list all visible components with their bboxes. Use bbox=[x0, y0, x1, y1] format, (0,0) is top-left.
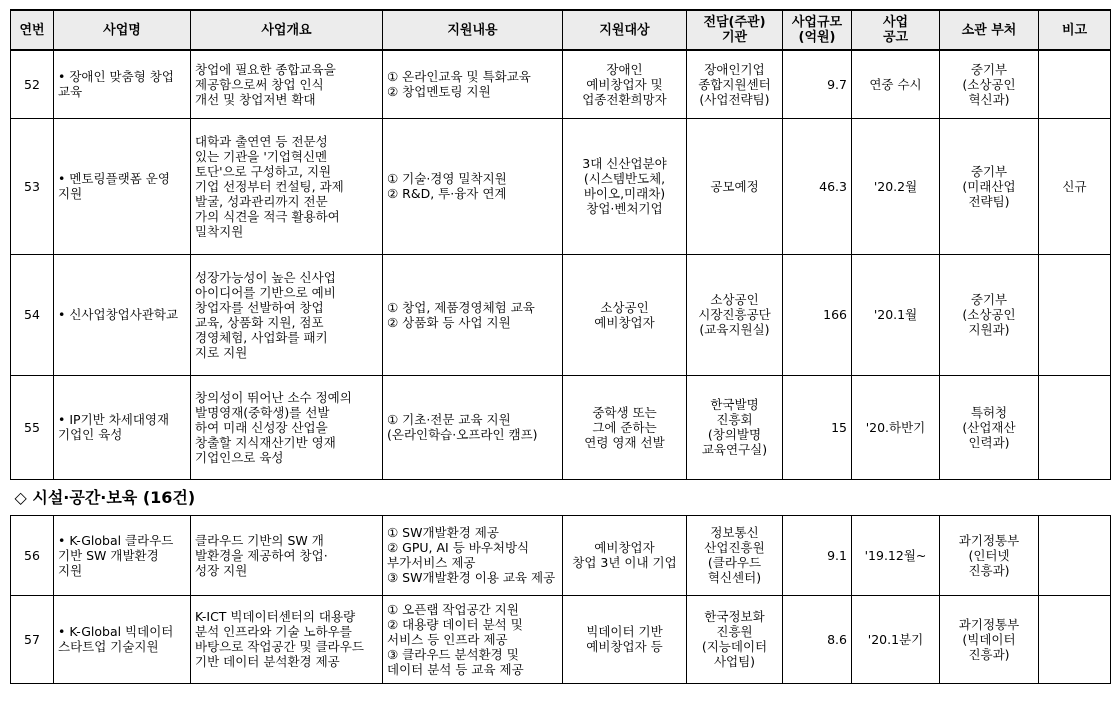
row-overview: 성장가능성이 높은 신사업 아이디어를 기반으로 예비 창업자를 선발하여 창업 교육, 상품화 지원, 점포 경영체험, 사업화를 패키 지로 지원 bbox=[191, 254, 383, 375]
row-note bbox=[1039, 595, 1111, 683]
row-announce: '19.12월~ bbox=[852, 515, 940, 595]
row-support: ① SW개발환경 제공 ② GPU, AI 등 바우처방식 부가서비스 제공 ③ SW개발환경 이용 교육 제공 bbox=[383, 515, 563, 595]
row-budget: 166 bbox=[783, 254, 852, 375]
row-announce: 연중 수시 bbox=[852, 50, 940, 118]
header-name: 사업명 bbox=[54, 10, 191, 50]
row-budget: 46.3 bbox=[783, 118, 852, 254]
header-budget: 사업규모 (억원) bbox=[783, 10, 852, 50]
row-overview: K-ICT 빅데이터센터의 대용량 분석 인프라와 기술 노하우를 바탕으로 작업공간 및 클라우드 기반 데이터 분석환경 제공 bbox=[191, 595, 383, 683]
row-support: ① 기술·경영 밀착지원 ② R&D, 투·융자 연계 bbox=[383, 118, 563, 254]
header-announce: 사업 공고 bbox=[852, 10, 940, 50]
section-row bbox=[11, 479, 1111, 515]
row-agency: 한국정보화 진흥원 (지능데이터 사업팀) bbox=[687, 595, 783, 683]
row-no: 52 bbox=[11, 50, 54, 118]
row-support: ① 기초·전문 교육 지원 (온라인학습·오프라인 캠프) bbox=[383, 375, 563, 479]
row-ministry: 중기부 (미래산업 전략팀) bbox=[940, 118, 1039, 254]
row-note bbox=[1039, 254, 1111, 375]
row-target: 3대 신산업분야 (시스템반도체, 바이오,미래차) 창업·벤처기업 bbox=[563, 118, 687, 254]
row-name: • K-Global 빅데이터 스타트업 기술지원 bbox=[54, 595, 191, 683]
header-note: 비고 bbox=[1039, 10, 1111, 50]
row-budget: 15 bbox=[783, 375, 852, 479]
row-agency: 공모예정 bbox=[687, 118, 783, 254]
header-row bbox=[11, 10, 1111, 50]
row-note: 신규 bbox=[1039, 118, 1111, 254]
row-support: ① 온라인교육 및 특화교육 ② 창업멘토링 지원 bbox=[383, 50, 563, 118]
row-no: 55 bbox=[11, 375, 54, 479]
row-agency: 정보통신 산업진흥원 (클라우드 혁신센터) bbox=[687, 515, 783, 595]
row-no: 57 bbox=[11, 595, 54, 683]
row-budget: 9.7 bbox=[783, 50, 852, 118]
row-budget: 9.1 bbox=[783, 515, 852, 595]
row-ministry: 중기부 (소상공인 혁신과) bbox=[940, 50, 1039, 118]
row-name: • IP기반 차세대영재 기업인 육성 bbox=[54, 375, 191, 479]
header-overview: 사업개요 bbox=[191, 10, 383, 50]
row-support: ① 창업, 제품경영체험 교육 ② 상품화 등 사업 지원 bbox=[383, 254, 563, 375]
row-name: • 장애인 맞춤형 창업 교육 bbox=[54, 50, 191, 118]
row-name: • 멘토링플랫폼 운영 지원 bbox=[54, 118, 191, 254]
header-agency: 전담(주관) 기관 bbox=[687, 10, 783, 50]
row-no: 56 bbox=[11, 515, 54, 595]
row-support: ① 오픈랩 작업공간 지원 ② 대용량 데이터 분석 및 서비스 등 인프라 제공 ③ 클라우드 분석환경 및 데이터 분석 등 교육 제공 bbox=[383, 595, 563, 683]
row-name: • 신사업창업사관학교 bbox=[54, 254, 191, 375]
row-target: 장애인 예비창업자 및 업종전환희망자 bbox=[563, 50, 687, 118]
row-note bbox=[1039, 50, 1111, 118]
row-ministry: 과기정통부 (빅데이터 진흥과) bbox=[940, 595, 1039, 683]
row-overview: 창업에 필요한 종합교육을 제공함으로써 창업 인식 개선 및 창업저변 확대 bbox=[191, 50, 383, 118]
row-overview: 클라우드 기반의 SW 개 발환경을 제공하여 창업· 성장 지원 bbox=[191, 515, 383, 595]
row-note bbox=[1039, 515, 1111, 595]
table-row bbox=[11, 118, 1111, 254]
row-ministry: 중기부 (소상공인 지원과) bbox=[940, 254, 1039, 375]
header-ministry: 소관 부처 bbox=[940, 10, 1039, 50]
row-agency: 소상공인 시장진흥공단 (교육지원실) bbox=[687, 254, 783, 375]
row-overview: 창의성이 뛰어난 소수 정예의 발명영재(중학생)를 선발 하여 미래 신성장 산업을 창출할 지식재산기반 영재 기업인으로 육성 bbox=[191, 375, 383, 479]
row-no: 54 bbox=[11, 254, 54, 375]
row-overview: 대학과 출연연 등 전문성 있는 기관을 '기업혁신멘 토단'으로 구성하고, 지원 기업 선정부터 컨설팅, 과제 발굴, 성과관리까지 전문 가의 식견을 적극 활용하여 밀착지원 bbox=[191, 118, 383, 254]
row-note bbox=[1039, 375, 1111, 479]
row-target: 중학생 또는 그에 준하는 연령 영재 선발 bbox=[563, 375, 687, 479]
header-support: 지원내용 bbox=[383, 10, 563, 50]
row-announce: '20.하반기 bbox=[852, 375, 940, 479]
row-name: • K-Global 클라우드 기반 SW 개발환경 지원 bbox=[54, 515, 191, 595]
row-announce: '20.1월 bbox=[852, 254, 940, 375]
row-target: 소상공인 예비창업자 bbox=[563, 254, 687, 375]
header-target: 지원대상 bbox=[563, 10, 687, 50]
row-budget: 8.6 bbox=[783, 595, 852, 683]
row-target: 예비창업자 창업 3년 이내 기업 bbox=[563, 515, 687, 595]
row-agency: 장애인기업 종합지원센터 (사업전략팀) bbox=[687, 50, 783, 118]
row-announce: '20.1분기 bbox=[852, 595, 940, 683]
table-row bbox=[11, 595, 1111, 683]
program-table bbox=[10, 9, 1111, 684]
row-target: 빅데이터 기반 예비창업자 등 bbox=[563, 595, 687, 683]
table-row bbox=[11, 50, 1111, 118]
table-row bbox=[11, 375, 1111, 479]
row-ministry: 특허청 (산업재산 인력과) bbox=[940, 375, 1039, 479]
table-row bbox=[11, 515, 1111, 595]
table-row bbox=[11, 254, 1111, 375]
row-agency: 한국발명 진흥회 (창의발명 교육연구실) bbox=[687, 375, 783, 479]
row-no: 53 bbox=[11, 118, 54, 254]
header-no: 연번 bbox=[11, 10, 54, 50]
section-title: ◇ 시설·공간·보육 (16건) bbox=[11, 479, 1111, 515]
row-announce: '20.2월 bbox=[852, 118, 940, 254]
row-ministry: 과기정통부 (인터넷 진흥과) bbox=[940, 515, 1039, 595]
